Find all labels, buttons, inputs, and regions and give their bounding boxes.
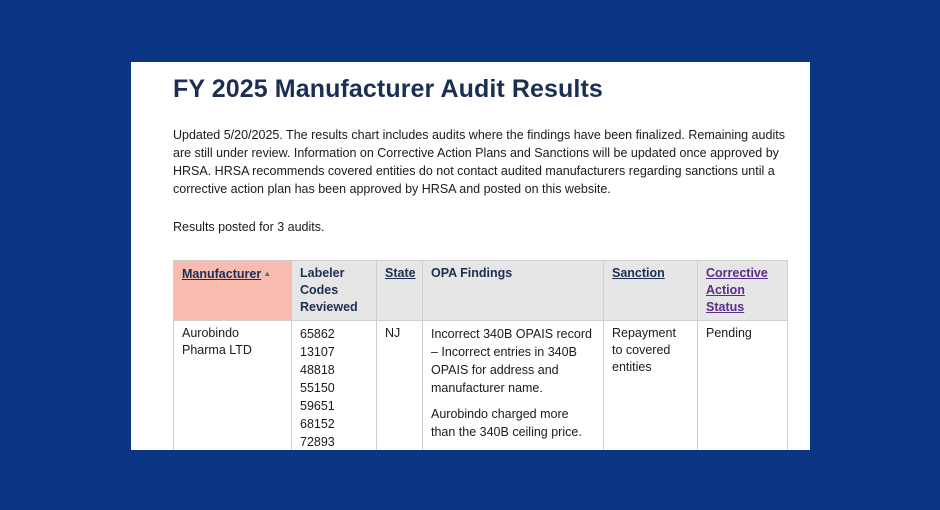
labeler-code: 59651 xyxy=(300,399,335,413)
column-header-state[interactable] xyxy=(377,261,423,321)
column-header-manufacturer[interactable] xyxy=(174,261,292,321)
table-header-row xyxy=(174,261,788,321)
labeler-codes-cell xyxy=(292,321,377,451)
opa-findings-cell xyxy=(423,321,604,451)
corrective-action-cell: Pending xyxy=(698,321,788,451)
sort-corrective-action-link[interactable]: Corrective Action Status xyxy=(706,266,768,314)
column-header-labeler-codes xyxy=(292,261,377,321)
labeler-code: 48818 xyxy=(300,363,335,377)
sort-state-link[interactable]: State xyxy=(385,266,416,280)
labeler-code: 72893 xyxy=(300,435,335,449)
column-header-opa-findings xyxy=(423,261,604,321)
sanction-cell: Repayment to covered entities xyxy=(604,321,698,451)
sort-ascending-icon[interactable]: ▲ xyxy=(263,269,272,278)
labeler-code: 68152 xyxy=(300,417,335,431)
column-header-corrective-action[interactable] xyxy=(698,261,788,321)
state-cell: NJ xyxy=(377,321,423,451)
manufacturer-cell: Aurobindo Pharma LTD xyxy=(174,321,292,451)
labeler-code: 13107 xyxy=(300,345,335,359)
labeler-codes-header-label: Labeler Codes Reviewed xyxy=(300,266,358,314)
sort-manufacturer-link[interactable]: Manufacturer xyxy=(182,267,262,281)
sort-sanction-link[interactable]: Sanction xyxy=(612,266,665,280)
column-header-sanction[interactable] xyxy=(604,261,698,321)
finding-text: Incorrect 340B OPAIS record – Incorrect entries in 340B OPAIS for address and manufacturer name. xyxy=(431,327,592,395)
finding-text: Aurobindo charged more than the 340B ceiling price. xyxy=(431,407,582,439)
labeler-code: 55150 xyxy=(300,381,335,395)
results-count: Results posted for 3 audits. xyxy=(173,220,325,234)
page-title: FY 2025 Manufacturer Audit Results xyxy=(173,75,603,103)
opa-findings-header-label: OPA Findings xyxy=(431,266,513,280)
audit-results-table xyxy=(173,260,788,450)
labeler-code: 65862 xyxy=(300,327,335,341)
intro-text: Updated 5/20/2025. The results chart includes audits where the findings have been finalized. Remaining audits are still under review. Information on Corrective Action Plans and Sanctions will be updated once approved by HRSA. HRSA recommends covered entities do not contact audited manufacturers regarding sanctions until a corrective action plan has been approved by HRSA and posted on this website. xyxy=(173,128,785,196)
table-row xyxy=(174,321,788,451)
content-panel xyxy=(131,62,810,450)
